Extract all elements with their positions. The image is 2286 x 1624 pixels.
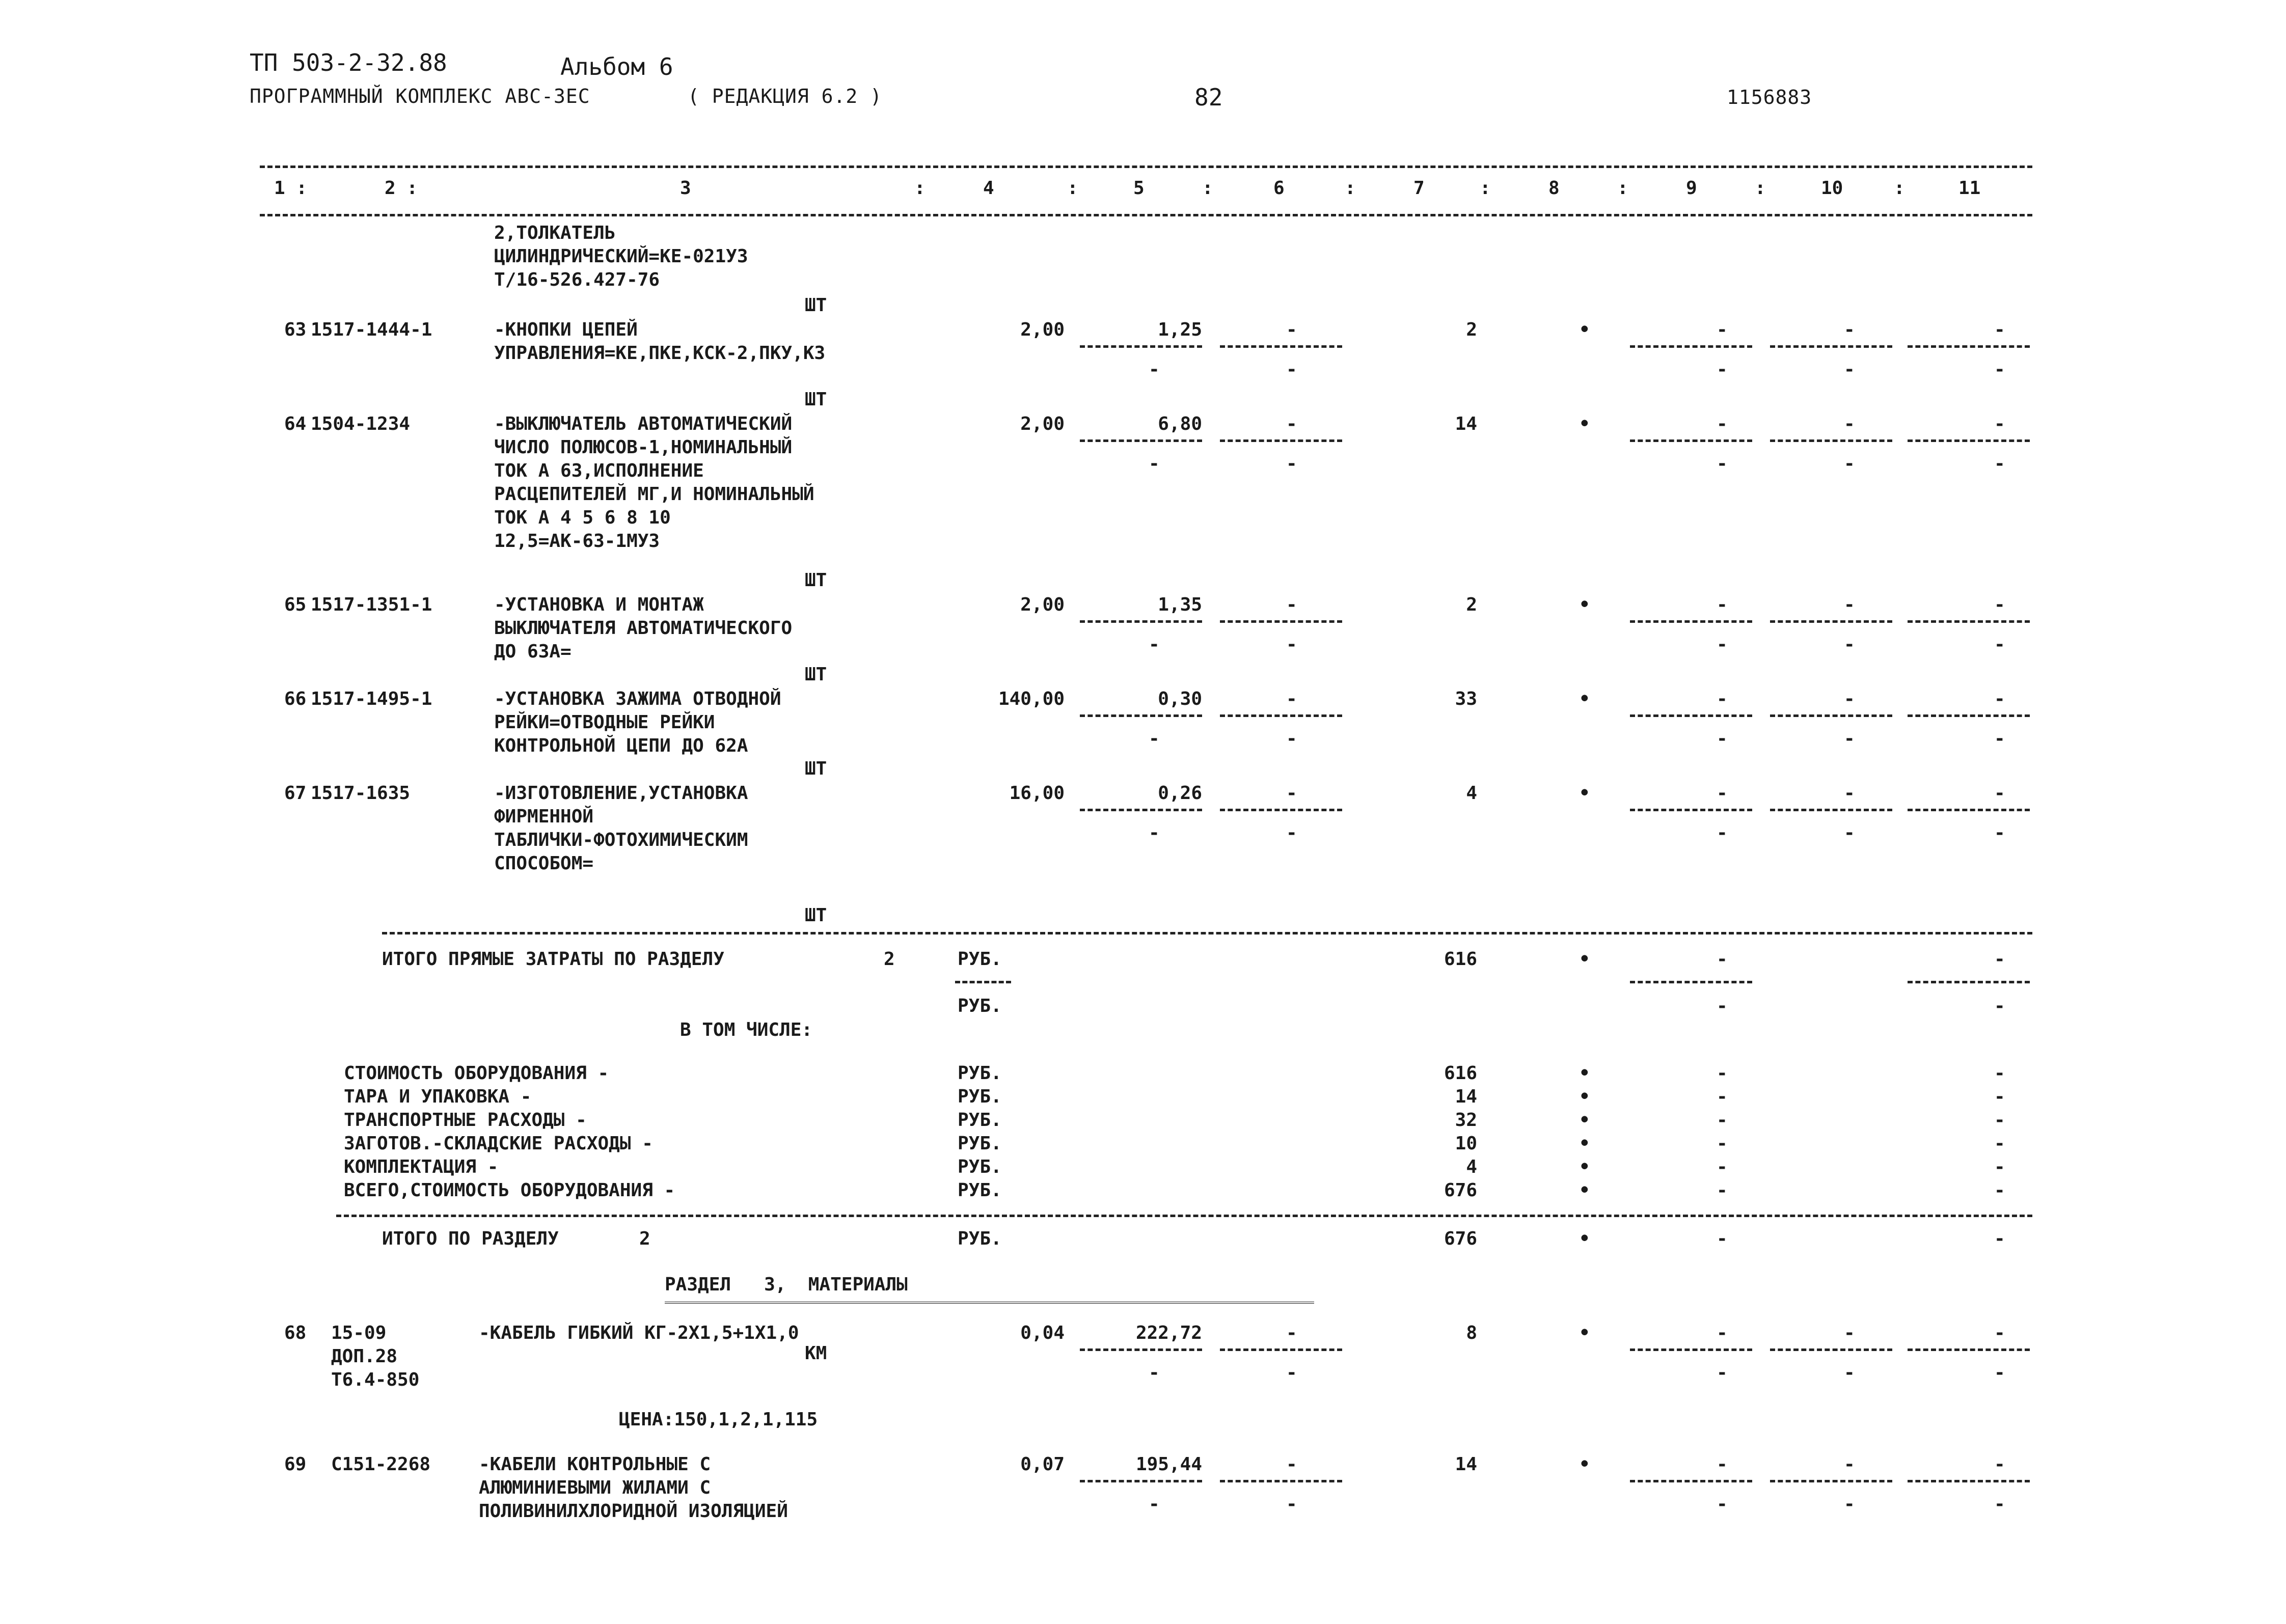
row-description-line: ЦЕНА:150,1,2,1,115 xyxy=(619,1409,818,1430)
row-number: 66 xyxy=(284,689,307,709)
direct-costs-unit-2: РУБ. xyxy=(958,996,1002,1016)
col-header-sep: : xyxy=(1067,178,1078,199)
cell-c5-sub: - xyxy=(1149,728,1160,749)
row-unit: ШТ xyxy=(805,758,827,779)
cell-c11-sub: - xyxy=(1994,1362,2005,1383)
cell-c9-sub: - xyxy=(1717,1494,1728,1515)
row-code-line: Т6.4-850 xyxy=(331,1369,420,1390)
breakdown-value: 14 xyxy=(1455,1086,1477,1107)
breakdown-c8: • xyxy=(1579,1157,1590,1177)
breakdown-unit: РУБ. xyxy=(958,1157,1002,1177)
row-unit: ШТ xyxy=(805,295,827,316)
breakdown-unit: РУБ. xyxy=(958,1133,1002,1154)
cell-c11: - xyxy=(1994,594,2005,615)
cell-c10-sub: - xyxy=(1844,453,1855,474)
cell-c5: 1,25 xyxy=(1158,319,1202,340)
cell-c5-rule xyxy=(1080,345,1202,348)
breakdown-c8: • xyxy=(1579,1180,1590,1201)
cell-c5: 6,80 xyxy=(1158,414,1202,434)
cell-c6: - xyxy=(1286,783,1297,804)
breakdown-c8: • xyxy=(1579,1110,1590,1131)
col-header-8: 8 xyxy=(1548,178,1560,199)
cell-c8: • xyxy=(1579,1454,1590,1475)
cell-c10-sub: - xyxy=(1844,822,1855,843)
cell-c4: 16,00 xyxy=(1009,783,1065,804)
cell-c6: - xyxy=(1286,594,1297,615)
cell-c10-rule xyxy=(1770,1480,1892,1482)
breakdown-c8: • xyxy=(1579,1133,1590,1154)
col-header-sep: : xyxy=(1755,178,1766,199)
col-header-sep: : xyxy=(914,178,926,199)
row-unit: ШТ xyxy=(805,389,827,410)
row-description-line: СПОСОБОМ= xyxy=(494,853,594,874)
cell-c5: 0,26 xyxy=(1158,783,1202,804)
cell-c9-rule xyxy=(1630,345,1752,348)
breakdown-c11: - xyxy=(1994,1157,2005,1177)
program-name: ПРОГРАММНЫЙ КОМПЛЕКС АВС-ЗЕС xyxy=(250,85,590,107)
breakdown-value: 32 xyxy=(1455,1110,1477,1131)
breakdown-unit: РУБ. xyxy=(958,1110,1002,1131)
cell-c6-sub: - xyxy=(1286,1494,1297,1515)
cell-c11-sub: - xyxy=(1994,728,2005,749)
col-header-10: 10 xyxy=(1821,178,1843,199)
cell-c11: - xyxy=(1994,414,2005,434)
section-total-unit: РУБ. xyxy=(958,1228,1002,1249)
row-description-line: ВЫКЛЮЧАТЕЛЯ АВТОМАТИЧЕСКОГО xyxy=(494,618,793,639)
cell-c10: - xyxy=(1844,1454,1855,1475)
breakdown-label: КОМПЛЕКТАЦИЯ - xyxy=(344,1157,499,1177)
cell-c5-rule xyxy=(1080,439,1202,442)
cell-c9-rule xyxy=(1630,714,1752,717)
cell-c6: - xyxy=(1286,689,1297,709)
direct-costs-label: ИТОГО ПРЯМЫЕ ЗАТРАТЫ ПО РАЗДЕЛУ xyxy=(382,949,724,970)
cell-c6: - xyxy=(1286,414,1297,434)
cell-c7: 14 xyxy=(1455,1454,1477,1475)
direct-costs-c7: 616 xyxy=(1444,949,1477,970)
doc-number: 1156883 xyxy=(1727,86,1812,108)
breakdown-c8: • xyxy=(1579,1063,1590,1084)
cell-c5-sub: - xyxy=(1149,1362,1160,1383)
breakdown-label: ТРАНСПОРТНЫЕ РАСХОДЫ - xyxy=(344,1110,587,1131)
cell-c6-rule xyxy=(1220,809,1342,811)
row-number: 64 xyxy=(284,414,307,434)
section-3-title: РАЗДЕЛ 3, МАТЕРИАЛЫ xyxy=(665,1274,908,1295)
breakdown-c8: • xyxy=(1579,1086,1590,1107)
cell-c10: - xyxy=(1844,319,1855,340)
direct-costs-c11: - xyxy=(1994,949,2005,970)
direct-costs-unit-rule xyxy=(955,981,1011,983)
cell-c10-rule xyxy=(1770,809,1892,811)
cell-c9: - xyxy=(1717,1454,1728,1475)
section-3-underline xyxy=(665,1302,1314,1306)
row-description-line: УПРАВЛЕНИЯ=КЕ,ПКЕ,КСК-2,ПКУ,К3 xyxy=(494,343,826,364)
row-number: 67 xyxy=(284,783,307,804)
breakdown-value: 676 xyxy=(1444,1180,1477,1201)
row-description-line: 2,ТОЛКАТЕЛЬ xyxy=(494,223,616,243)
cell-c9-sub: - xyxy=(1717,1362,1728,1383)
breakdown-c11: - xyxy=(1994,1110,2005,1131)
cell-c7: 8 xyxy=(1466,1323,1477,1343)
col-header-sep: : xyxy=(1894,178,1905,199)
row-description-line: -УСТАНОВКА ЗАЖИМА ОТВОДНОЙ xyxy=(494,689,781,709)
cell-c6-rule xyxy=(1220,620,1342,623)
cell-c9-rule xyxy=(1630,809,1752,811)
cell-c11-rule xyxy=(1908,620,2030,623)
row-description-line: -ВЫКЛЮЧАТЕЛЬ АВТОМАТИЧЕСКИЙ xyxy=(494,414,793,434)
row-description-line: -КАБЕЛИ КОНТРОЛЬНЫЕ С xyxy=(479,1454,711,1475)
cell-c8: • xyxy=(1579,319,1590,340)
cell-c6-sub: - xyxy=(1286,822,1297,843)
breakdown-c11: - xyxy=(1994,1180,2005,1201)
cell-c10: - xyxy=(1844,1323,1855,1343)
row-description-line: РАСЦЕПИТЕЛЕЙ МГ,И НОМИНАЛЬНЫЙ xyxy=(494,484,814,505)
direct-costs-c11-rule xyxy=(1908,981,2030,983)
cell-c7: 33 xyxy=(1455,689,1477,709)
row-code: 1517-1444-1 xyxy=(311,319,432,340)
cell-c6-sub: - xyxy=(1286,359,1297,380)
cell-c6-rule xyxy=(1220,1480,1342,1482)
section-total-label: ИТОГО ПО РАЗДЕЛУ xyxy=(382,1228,559,1249)
breakdown-c9: - xyxy=(1717,1086,1728,1107)
cell-c6: - xyxy=(1286,1454,1297,1475)
col-header-7: 7 xyxy=(1413,178,1425,199)
cell-c4: 2,00 xyxy=(1020,319,1065,340)
row-code: 1517-1351-1 xyxy=(311,594,432,615)
cell-c6-rule xyxy=(1220,1348,1342,1351)
direct-costs-c9: - xyxy=(1717,949,1728,970)
breakdown-c9: - xyxy=(1717,1110,1728,1131)
cell-c5-rule xyxy=(1080,620,1202,623)
edition-label: ( РЕДАКЦИЯ 6.2 ) xyxy=(688,85,883,107)
cell-c9-sub: - xyxy=(1717,822,1728,843)
cell-c11-sub: - xyxy=(1994,1494,2005,1515)
row-number: 69 xyxy=(284,1454,307,1475)
cell-c5-rule xyxy=(1080,714,1202,717)
col-header-11: 11 xyxy=(1958,178,1981,199)
cell-c9: - xyxy=(1717,594,1728,615)
breakdown-c9: - xyxy=(1717,1063,1728,1084)
cell-c11: - xyxy=(1994,783,2005,804)
row-description-line: КОНТРОЛЬНОЙ ЦЕПИ ДО 62А xyxy=(494,735,748,756)
cell-c10-sub: - xyxy=(1844,1494,1855,1515)
row-description-line: -УСТАНОВКА И МОНТАЖ xyxy=(494,594,704,615)
col-header-sep: : xyxy=(1480,178,1491,199)
row-description-line: ТАБЛИЧКИ-ФОТОХИМИЧЕСКИМ xyxy=(494,830,748,850)
row-description-line: -КНОПКИ ЦЕПЕЙ xyxy=(494,319,638,340)
cell-c11-sub: - xyxy=(1994,453,2005,474)
cell-c9-rule xyxy=(1630,439,1752,442)
section-total-rule xyxy=(336,1215,2032,1217)
row-description-line: -ИЗГОТОВЛЕНИЕ,УСТАНОВКА xyxy=(494,783,748,804)
cell-c8: • xyxy=(1579,689,1590,709)
row-code-line: ДОП.28 xyxy=(331,1346,398,1367)
row-description-line: ТОК А 63,ИСПОЛНЕНИЕ xyxy=(494,460,704,481)
col-header-3: 3 xyxy=(680,178,691,199)
row-number: 65 xyxy=(284,594,307,615)
row-unit: ШТ xyxy=(805,664,827,685)
cell-c5: 0,30 xyxy=(1158,689,1202,709)
cell-c9-rule xyxy=(1630,620,1752,623)
cell-c10-rule xyxy=(1770,1348,1892,1351)
breakdown-label: ВСЕГО,СТОИМОСТЬ ОБОРУДОВАНИЯ - xyxy=(344,1180,675,1201)
cell-c4: 0,07 xyxy=(1020,1454,1065,1475)
row-unit: ШТ xyxy=(805,905,827,926)
cell-c10-sub: - xyxy=(1844,728,1855,749)
breakdown-label: СТОИМОСТЬ ОБОРУДОВАНИЯ - xyxy=(344,1063,609,1084)
cell-c10-rule xyxy=(1770,439,1892,442)
cell-c11-rule xyxy=(1908,714,2030,717)
page-number: 82 xyxy=(1194,84,1223,111)
col-header-2: 2 : xyxy=(385,178,418,199)
col-header-sep: : xyxy=(1202,178,1213,199)
cell-c5-sub: - xyxy=(1149,822,1160,843)
direct-costs-c11-sub: - xyxy=(1994,996,2005,1016)
cell-c10: - xyxy=(1844,594,1855,615)
cell-c5: 195,44 xyxy=(1135,1454,1202,1475)
cell-c11-sub: - xyxy=(1994,822,2005,843)
breakdown-c11: - xyxy=(1994,1086,2005,1107)
row-unit: ШТ xyxy=(805,570,827,591)
section-total-c11: - xyxy=(1994,1228,2005,1249)
cell-c10: - xyxy=(1844,414,1855,434)
cell-c11: - xyxy=(1994,1454,2005,1475)
breakdown-c9: - xyxy=(1717,1180,1728,1201)
col-header-5: 5 xyxy=(1133,178,1145,199)
cell-c9: - xyxy=(1717,319,1728,340)
including-label: В ТОМ ЧИСЛЕ: xyxy=(680,1020,813,1040)
cell-c5-rule xyxy=(1080,809,1202,811)
breakdown-label: ТАРА И УПАКОВКА - xyxy=(344,1086,532,1107)
cell-c5: 222,72 xyxy=(1135,1323,1202,1343)
cell-c8: • xyxy=(1579,594,1590,615)
cell-c11-sub: - xyxy=(1994,359,2005,380)
cell-c9: - xyxy=(1717,414,1728,434)
cell-c4: 2,00 xyxy=(1020,414,1065,434)
table-top-rule xyxy=(260,166,2032,168)
cell-c10: - xyxy=(1844,783,1855,804)
cell-c5-sub: - xyxy=(1149,1494,1160,1515)
cell-c7: 2 xyxy=(1466,319,1477,340)
cell-c10-sub: - xyxy=(1844,1362,1855,1383)
cell-c9-sub: - xyxy=(1717,634,1728,655)
row-code-line: С151-2268 xyxy=(331,1454,431,1475)
breakdown-unit: РУБ. xyxy=(958,1180,1002,1201)
breakdown-c11: - xyxy=(1994,1133,2005,1154)
direct-costs-section: 2 xyxy=(884,949,895,970)
cell-c9-rule xyxy=(1630,1348,1752,1351)
cell-c5-rule xyxy=(1080,1480,1202,1482)
cell-c11-sub: - xyxy=(1994,634,2005,655)
cell-c5-rule xyxy=(1080,1348,1202,1351)
row-description-line: ЧИСЛО ПОЛЮСОВ-1,НОМИНАЛЬНЫЙ xyxy=(494,437,793,458)
cell-c9-rule xyxy=(1630,1480,1752,1482)
breakdown-c9: - xyxy=(1717,1133,1728,1154)
cell-c11-rule xyxy=(1908,439,2030,442)
direct-costs-c8: • xyxy=(1579,949,1590,970)
cell-c9: - xyxy=(1717,783,1728,804)
cell-c10-rule xyxy=(1770,620,1892,623)
section-total-c9: - xyxy=(1717,1228,1728,1249)
row-description-line: 12,5=АК-63-1МУ3 xyxy=(494,531,660,552)
col-header-1: 1 : xyxy=(274,178,308,199)
cell-c11: - xyxy=(1994,689,2005,709)
breakdown-c11: - xyxy=(1994,1063,2005,1084)
cell-c4: 2,00 xyxy=(1020,594,1065,615)
cell-c11: - xyxy=(1994,1323,2005,1343)
row-description-line: ДО 63А= xyxy=(494,641,572,662)
cell-c6-sub: - xyxy=(1286,453,1297,474)
totals-rule xyxy=(382,932,2032,934)
cell-c11: - xyxy=(1994,319,2005,340)
cell-c9-sub: - xyxy=(1717,453,1728,474)
cell-c11-rule xyxy=(1908,1480,2030,1482)
breakdown-c9: - xyxy=(1717,1157,1728,1177)
cell-c10: - xyxy=(1844,689,1855,709)
row-code-line: 15-09 xyxy=(331,1323,387,1343)
cell-c6-sub: - xyxy=(1286,1362,1297,1383)
col-header-6: 6 xyxy=(1273,178,1285,199)
cell-c11-rule xyxy=(1908,809,2030,811)
col-header-9: 9 xyxy=(1686,178,1697,199)
row-description-line: ТОК А 4 5 6 8 10 xyxy=(494,507,671,528)
cell-c4: 140,00 xyxy=(998,689,1065,709)
table-header-rule xyxy=(260,214,2032,216)
row-number: 68 xyxy=(284,1323,307,1343)
cell-c9: - xyxy=(1717,689,1728,709)
section-total-c7: 676 xyxy=(1444,1228,1477,1249)
cell-c5: 1,35 xyxy=(1158,594,1202,615)
breakdown-value: 10 xyxy=(1455,1133,1477,1154)
cell-c10-rule xyxy=(1770,714,1892,717)
row-description-line: ФИРМЕННОЙ xyxy=(494,806,594,827)
cell-c8: • xyxy=(1579,414,1590,434)
cell-c9-sub: - xyxy=(1717,359,1728,380)
row-description-line: РЕЙКИ=ОТВОДНЫЕ РЕЙКИ xyxy=(494,712,715,733)
cell-c6: - xyxy=(1286,319,1297,340)
row-description-line: ПОЛИВИНИЛХЛОРИДНОЙ ИЗОЛЯЦИЕЙ xyxy=(479,1501,788,1522)
cell-c7: 14 xyxy=(1455,414,1477,434)
row-unit: КМ xyxy=(805,1343,827,1364)
row-description-line: -КАБЕЛЬ ГИБКИЙ КГ-2Х1,5+1Х1,0 xyxy=(479,1323,799,1343)
cell-c11-rule xyxy=(1908,345,2030,348)
cell-c5-sub: - xyxy=(1149,453,1160,474)
breakdown-value: 4 xyxy=(1466,1157,1477,1177)
cell-c7: 2 xyxy=(1466,594,1477,615)
cell-c6-rule xyxy=(1220,439,1342,442)
cell-c8: • xyxy=(1579,783,1590,804)
cell-c8: • xyxy=(1579,1323,1590,1343)
cell-c5-sub: - xyxy=(1149,359,1160,380)
cell-c10-sub: - xyxy=(1844,359,1855,380)
direct-costs-unit: РУБ. xyxy=(958,949,1002,970)
cell-c11-rule xyxy=(1908,1348,2030,1351)
cell-c6-sub: - xyxy=(1286,728,1297,749)
direct-costs-c9-rule xyxy=(1630,981,1752,983)
cell-c4: 0,04 xyxy=(1020,1323,1065,1343)
section-total-number: 2 xyxy=(639,1228,650,1249)
row-code: 1517-1635 xyxy=(311,783,411,804)
col-header-sep: : xyxy=(1617,178,1628,199)
cell-c9-sub: - xyxy=(1717,728,1728,749)
col-header-4: 4 xyxy=(983,178,994,199)
row-number: 63 xyxy=(284,319,307,340)
album-label: Альбом 6 xyxy=(560,53,673,80)
row-description-line: АЛЮМИНИЕВЫМИ ЖИЛАМИ С xyxy=(479,1477,711,1498)
cell-c6: - xyxy=(1286,1323,1297,1343)
cell-c6-sub: - xyxy=(1286,634,1297,655)
cell-c10-rule xyxy=(1770,345,1892,348)
direct-costs-c9-sub: - xyxy=(1717,996,1728,1016)
row-code: 1504-1234 xyxy=(311,414,411,434)
breakdown-unit: РУБ. xyxy=(958,1086,1002,1107)
doc-code: ТП 503-2-32.88 xyxy=(250,49,447,76)
breakdown-value: 616 xyxy=(1444,1063,1477,1084)
cell-c7: 4 xyxy=(1466,783,1477,804)
cell-c6-rule xyxy=(1220,345,1342,348)
col-header-sep: : xyxy=(1345,178,1356,199)
breakdown-unit: РУБ. xyxy=(958,1063,1002,1084)
row-code: 1517-1495-1 xyxy=(311,689,432,709)
breakdown-label: ЗАГОТОВ.-СКЛАДСКИЕ РАСХОДЫ - xyxy=(344,1133,653,1154)
section-total-c8: • xyxy=(1579,1228,1590,1249)
row-description-line: ЦИЛИНДРИЧЕСКИЙ=КЕ-021У3 xyxy=(494,246,748,267)
cell-c5-sub: - xyxy=(1149,634,1160,655)
row-description-line: Т/16-526.427-76 xyxy=(494,269,660,290)
cell-c6-rule xyxy=(1220,714,1342,717)
cell-c9: - xyxy=(1717,1323,1728,1343)
cell-c10-sub: - xyxy=(1844,634,1855,655)
